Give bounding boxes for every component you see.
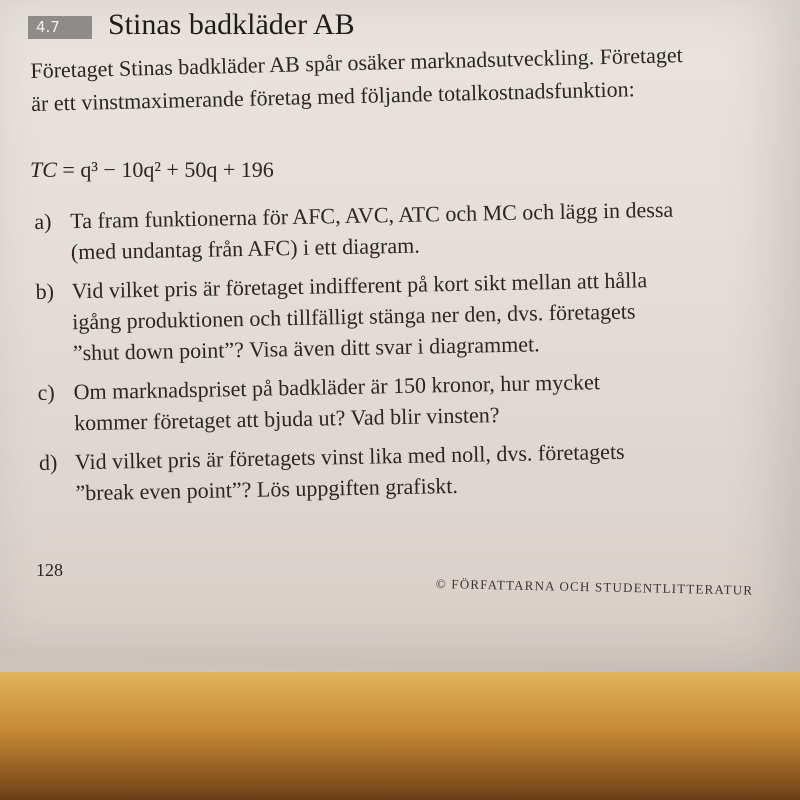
question-item [37, 362, 798, 439]
intro-line: Företaget Stinas badkläder AB spår osäker marknadsutveckling. Företaget [30, 42, 684, 83]
intro-line: är ett vinstmaximerande företag med följande totalkostnadsfunktion: [30, 76, 635, 116]
question-line: igång produktionen och tillfälligt stänga ner den, dvs. företagets [71, 298, 636, 335]
question-line: ”break even point”? Lös uppgiften grafiskt. [75, 472, 459, 506]
question-line: Ta fram funktionerna för AFC, AVC, ATC och MC och lägg in dessa [70, 196, 674, 234]
question-list [34, 191, 800, 517]
question-line: Om marknadspriset på badkläder är 150 kronor, hur mycket [73, 369, 601, 405]
question-letter: a) [34, 208, 52, 234]
copyright-notice: © FÖRFATTARNA OCH STUDENTLITTERATUR [435, 576, 754, 598]
section-title: Stinas badkläder AB [108, 8, 355, 41]
question-line: Vid vilket pris är företaget indifferent på kort sikt mellan att hålla [71, 267, 648, 304]
question-item [39, 432, 800, 509]
wooden-table [0, 672, 800, 800]
question-letter: c) [37, 379, 55, 405]
question-line: ”shut down point”? Visa även ditt svar i diagrammet. [72, 331, 540, 366]
intro-paragraph [30, 35, 791, 120]
question-item [34, 191, 795, 268]
question-item [35, 261, 797, 369]
question-letter: b) [35, 278, 55, 304]
question-letter: d) [38, 449, 58, 475]
question-line: (med undantag från AFC) i ett diagram. [70, 232, 420, 265]
formula-rhs: = q³ − 10q² + 50q + 196 [62, 157, 274, 182]
cost-formula [30, 157, 274, 183]
page-number: 128 [36, 560, 63, 580]
question-line: kommer företaget att bjuda ut? Vad blir vinsten? [73, 402, 500, 436]
section-number-badge: 4.7 [28, 16, 92, 39]
question-line: Vid vilket pris är företagets vinst lika med noll, dvs. företagets [74, 438, 625, 475]
formula-lhs: TC [30, 157, 57, 182]
